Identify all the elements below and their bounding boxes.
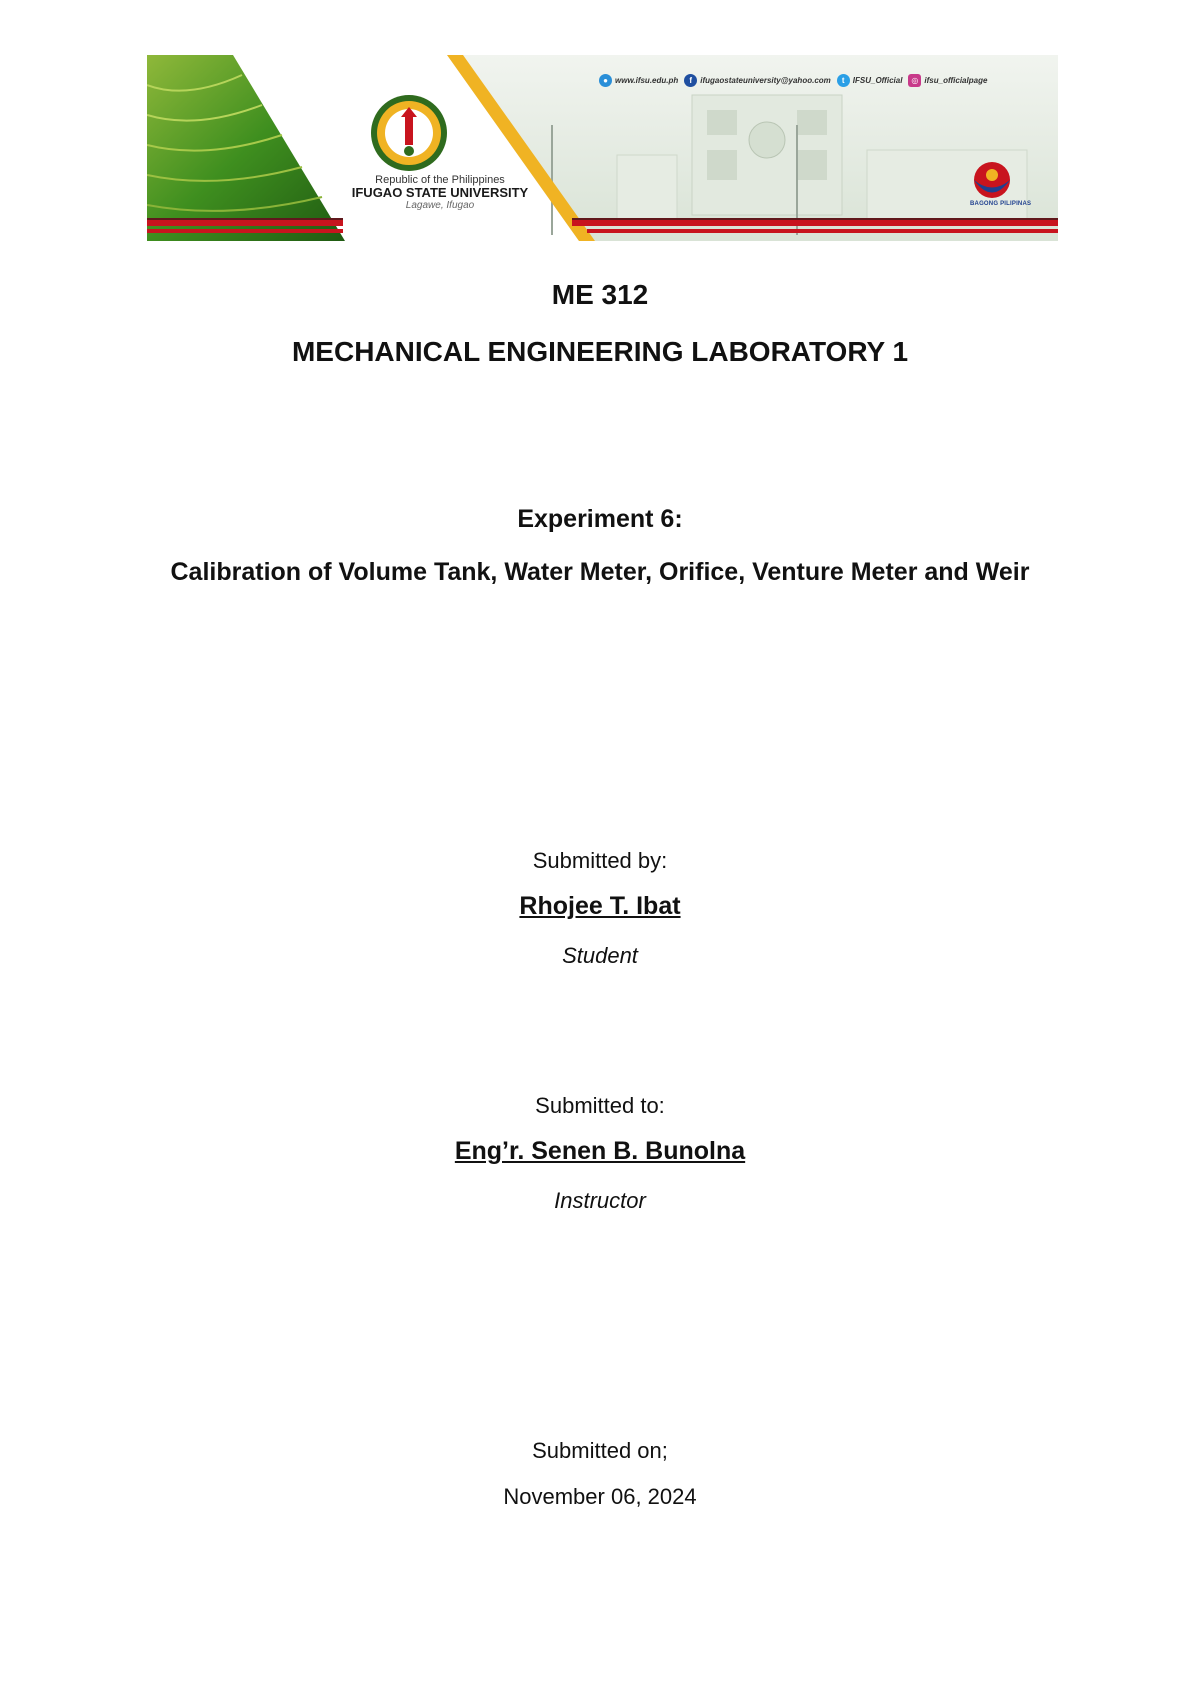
bagong-pilipinas-logo <box>974 162 1010 198</box>
social-email[interactable]: f ifugaostateuniversity@yahoo.com <box>684 74 831 87</box>
submitted-on-label: Submitted on; <box>532 1438 668 1463</box>
university-block <box>335 174 545 211</box>
instructor-name: Eng’r. Senen B. Bunolna <box>454 1137 746 1165</box>
experiment-number: Experiment 6: <box>517 505 683 533</box>
social-website[interactable]: ● www.ifsu.edu.ph <box>599 74 678 87</box>
submission-date: November 06, 2024 <box>503 1484 697 1509</box>
course-code: ME 312 <box>551 279 649 310</box>
bagong-pilipinas-label: BAGONG PILIPINAS <box>970 201 1032 207</box>
instructor-role: Instructor <box>554 1188 646 1213</box>
experiment-title: Calibration of Volume Tank, Water Meter, Orifice, Venture Meter and Weir <box>170 558 1030 586</box>
course-title: MECHANICAL ENGINEERING LABORATORY 1 <box>291 336 909 367</box>
globe-icon: ● <box>599 74 612 87</box>
student-role: Student <box>562 943 638 968</box>
university-seal <box>371 95 447 171</box>
twitter-icon: t <box>837 74 850 87</box>
university-location: Lagawe, Ifugao <box>405 200 475 212</box>
submitted-by-label: Submitted by: <box>532 848 668 873</box>
rice-terraces <box>147 55 345 241</box>
republic-label: Republic of the Philippines <box>375 174 505 186</box>
submitted-to-label: Submitted to: <box>535 1093 665 1118</box>
facebook-icon: f <box>684 74 697 87</box>
social-twitter[interactable]: t IFSU_Official <box>837 74 903 87</box>
header-banner <box>147 55 1058 241</box>
social-links <box>599 72 987 88</box>
university-name: IFUGAO STATE UNIVERSITY <box>351 185 529 201</box>
social-instagram[interactable]: ◎ ifsu_officialpage <box>908 74 987 87</box>
instagram-icon: ◎ <box>908 74 921 87</box>
student-name: Rhojee T. Ibat <box>519 892 681 920</box>
